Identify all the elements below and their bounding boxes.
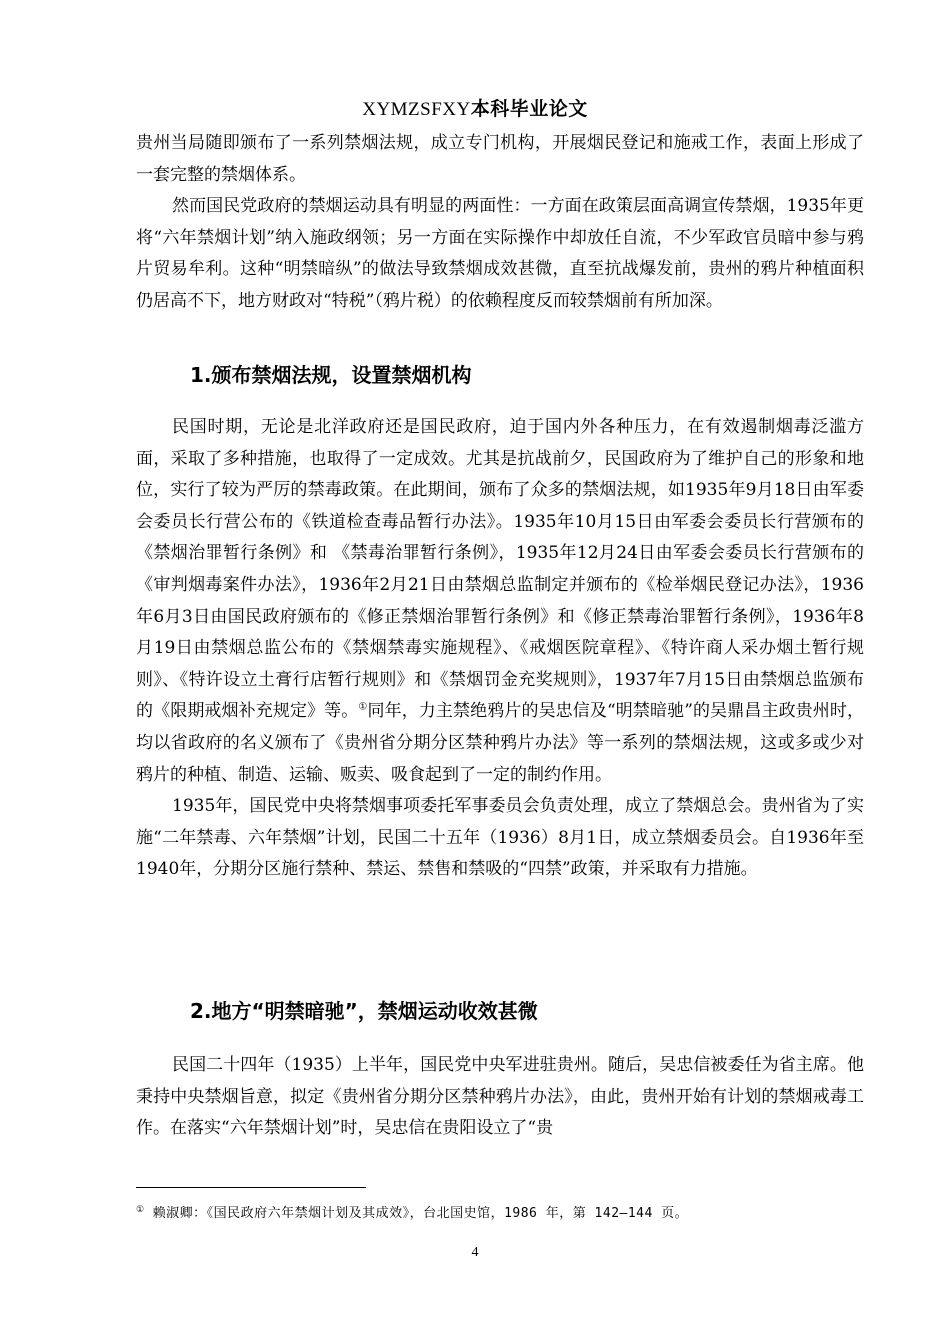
footnote-divider <box>136 1187 366 1188</box>
section-heading-2: 2.地方“明禁暗驰”，禁烟运动收效甚微 <box>190 999 538 1023</box>
paragraph-text-continued: 同年，力主禁绝鸦片的吴忠信及“明禁暗驰”的吴鼎昌主政贵州时，均以省政府的名义颁布了《贵州省分期分区禁种鸦片办法》等一系列的禁烟法规，这或多或少对鸦片的种植、制造、运输、贩卖、吸食起到了一定的制约作用。 <box>136 701 864 785</box>
intro-paragraph-1: 贵州当局随即颁布了一系列禁烟法规，成立专门机构，开展烟民登记和施戒工作，表面上形成了一套完整的禁烟体系。 <box>136 133 864 185</box>
section-2-paragraph-1: 民国二十四年（1935）上半年，国民党中央军进驻贵州。随后，吴忠信被委任为省主席。他秉持中央禁烟旨意，拟定《贵州省分期分区禁种鸦片办法》，由此，贵州开始有计划的禁烟戒毒工作。在落实“六年禁烟计划”时，吴忠信在贵阳设立了“贵 <box>136 1055 864 1139</box>
footnote <box>136 1205 688 1223</box>
section-1-paragraph-2: 1935年，国民党中央将禁烟事项委托军事委员会负责处理，成立了禁烟总会。贵州省为了实施“二年禁毒、六年禁烟”计划，民国二十五年（1936）8月1日，成立禁烟委员会。自1936年至1940年，分期分区施行禁种、禁运、禁售和禁吸的“四禁”政策，并采取有力措施。 <box>136 796 864 880</box>
page-header <box>0 94 950 121</box>
footnote-text: 赖淑卿：《国民政府六年禁烟计划及其成效》，台北国史馆，1986 年，第 142—144 页。 <box>152 1206 689 1221</box>
page-number: 4 <box>471 1245 479 1260</box>
header-title: 本科毕业论文 <box>470 98 588 120</box>
section-1-body <box>136 412 864 886</box>
header-code: XYMZSFXY <box>362 99 471 120</box>
intro-section <box>136 128 864 318</box>
section-2-body <box>136 1050 864 1145</box>
footnote-reference[interactable]: ① <box>358 701 368 713</box>
section-1-paragraph-1 <box>136 412 864 791</box>
paragraph-text: 民国时期，无论是北洋政府还是国民政府，迫于国内外各种压力，在有效遏制烟毒泛滥方面，采取了多种措施，也取得了一定成效。尤其是抗战前夕，民国政府为了维护自己的形象和地位，实行了较为严厉的禁毒政策。在此期间，颁布了众多的禁烟法规，如1935年9月18日由军委会委员长行营公布的《铁道检查毒品暂行办法》。1935年10月15日由军委会委员长行营颁布的《禁烟治罪暂行条例》和 《禁毒治罪暂行条例》，1935年12月24日由军委会委员长行营颁布的《审判烟毒案件办法》，1936年2月21日由禁烟总监制定并颁布的《检举烟民登记办法》，1936年6月3日由国民政府颁布的《修正禁烟治罪暂行条例》和《修正禁毒治罪暂行条例》，1936年8月19日由禁烟总监公布的《禁烟禁毒实施规程》、《戒烟医院章程》、《特许商人采办烟土暂行规则》、《特许设立土膏行店暂行规则》和《禁烟罚金充奖规则》，1937年7月15日由禁烟总监颁布的《限期戒烟补充规定》等。 <box>136 417 864 722</box>
footnote-mark: ① <box>136 1204 145 1215</box>
intro-paragraph-2: 然而国民党政府的禁烟运动具有明显的两面性：一方面在政策层面高调宣传禁烟，1935年更将“六年禁烟计划”纳入施政纲领；另一方面在实际操作中却放任自流，不少军政官员暗中参与鸦片贸易牟利。这种“明禁暗纵”的做法导致禁烟成效甚微，直至抗战爆发前，贵州的鸦片种植面积仍居高不下，地方财政对“特税”（鸦片税）的依赖程度反而较禁烟前有所加深。 <box>136 196 864 311</box>
section-heading-1: 1.颁布禁烟法规，设置禁烟机构 <box>190 363 472 387</box>
